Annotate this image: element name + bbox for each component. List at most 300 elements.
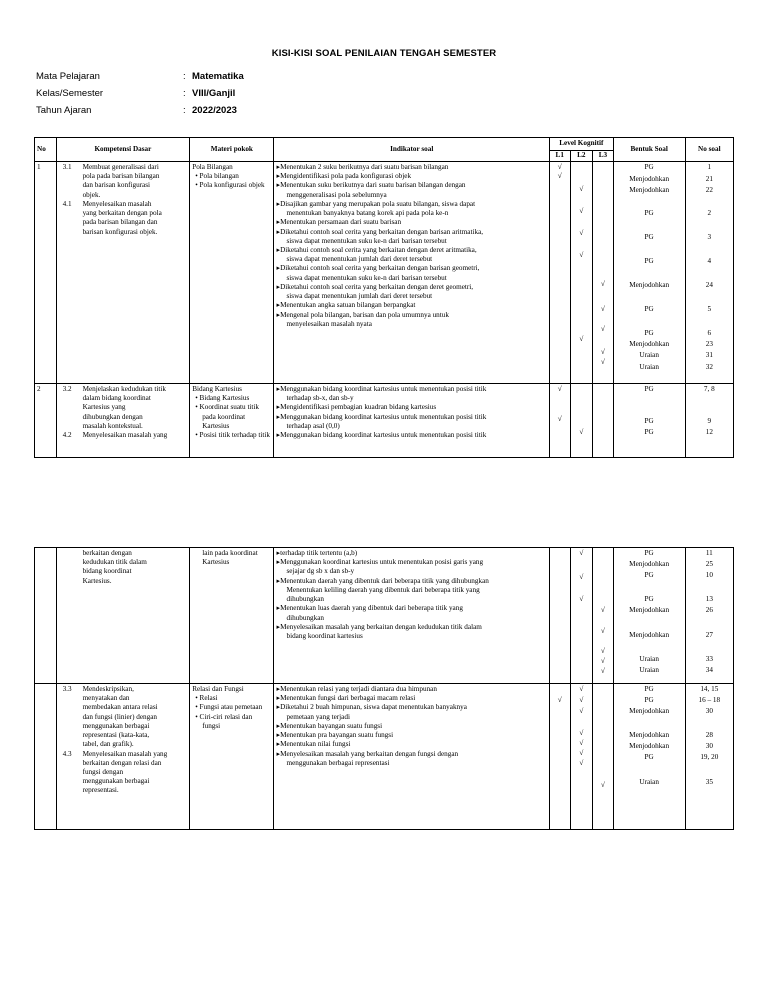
no-soal: 16 – 18	[698, 696, 721, 704]
kd-text: masalah kontekstual.	[82, 421, 143, 430]
header-materi-pokok: Materi pokok	[190, 138, 274, 162]
no-soal-cell	[685, 684, 733, 830]
kd-text: menyatakan dan	[82, 694, 130, 703]
bullet-icon: ▸	[276, 731, 281, 740]
kompetensi-dasar-cell	[56, 384, 190, 458]
indikator-text: sejajar dg sb x dan sb-y	[286, 567, 355, 576]
indikator-text: Mengenal pola bilangan, barisan dan pola umumnya untuk	[280, 310, 449, 319]
header-bentuk-soal: Bentuk Soal	[613, 138, 685, 162]
table-row	[35, 548, 734, 684]
kisi-kisi-table-page-1	[34, 137, 734, 458]
header-l3: L3	[593, 151, 614, 162]
bullet-icon: ▸	[276, 412, 281, 421]
materi-text: Relasi	[199, 694, 218, 703]
level-l2-cell	[570, 684, 593, 830]
meta-value: Matematika	[192, 71, 244, 82]
bullet-icon: ▸	[276, 264, 281, 273]
indikator-item	[276, 549, 546, 558]
bullet-icon: ▸	[276, 740, 281, 749]
check-icon: √	[600, 305, 605, 313]
indikator-text: Mengidentifikasi pola pada konfigurasi objek	[280, 172, 412, 181]
bentuk-soal: Uraian	[639, 351, 659, 359]
row-number	[35, 684, 57, 830]
kd-text: barisan konfigurasi objek.	[82, 227, 158, 236]
kompetensi-dasar-cell	[56, 684, 190, 830]
indikator-text: Menggunakan bidang koordinat kartesius untuk menentukan posisi titik	[280, 412, 487, 421]
kd-text: dihubungkan dengan	[82, 412, 143, 421]
indikator-text: Menentukan persamaan dari suatu barisan	[280, 218, 402, 227]
meta-colon: :	[183, 105, 186, 116]
meta-key: Mata Pelajaran	[36, 71, 100, 82]
bentuk-soal: Menjodohkan	[629, 631, 670, 639]
kd-text: Menyelesaikan masalah yang	[82, 431, 168, 440]
bullet-icon: •	[195, 172, 200, 181]
indikator-text: siswa dapat menentukan suku ke-n dari barisan tersebut	[286, 236, 447, 245]
bullet-icon: •	[195, 703, 200, 712]
no-soal: 22	[705, 186, 713, 194]
bentuk-soal: Uraian	[639, 655, 659, 663]
indikator-text: Diketahui contoh soal cerita yang berkaitan dengan barisan aritmatika,	[280, 227, 484, 236]
check-icon: √	[579, 335, 584, 343]
kd-text: tabel, dan grafik).	[82, 740, 134, 749]
materi-text: Pola konfigurasi objek	[199, 181, 265, 190]
bentuk-soal: PG	[644, 428, 654, 436]
indikator-text: dihubungkan	[286, 595, 325, 604]
materi-text: Bidang Kartesius	[199, 394, 250, 403]
indikator-text: Menentukan fungsi dari berbagai macam relasi	[280, 694, 416, 703]
no-soal: 30	[705, 707, 713, 715]
bullet-icon: •	[195, 694, 200, 703]
check-icon: √	[579, 749, 584, 757]
no-soal: 30	[705, 742, 713, 750]
indikator-item	[276, 750, 546, 759]
no-soal: 19, 20	[700, 753, 719, 761]
indikator-text: terhadap asal (0,0)	[286, 421, 340, 430]
bullet-icon: ▸	[276, 576, 281, 585]
check-icon: √	[579, 696, 584, 704]
bullet-icon: ▸	[276, 749, 281, 758]
bullet-icon: ▸	[276, 199, 281, 208]
no-soal: 11	[705, 549, 713, 557]
materi-text: pada koordinat	[202, 412, 246, 421]
kd-text: representasi.	[82, 786, 119, 795]
indikator-item	[276, 163, 546, 172]
row-number	[35, 548, 57, 684]
meta-value: 2022/2023	[192, 105, 237, 116]
materi-item	[192, 172, 271, 181]
indikator-text: Menggunakan bidang koordinat kartesius untuk menentukan posisi titik	[280, 431, 487, 440]
bullet-icon: ▸	[276, 172, 281, 181]
indikator-item	[276, 264, 546, 273]
indikator-text: terhadap titik tertentu (a,b)	[280, 549, 358, 557]
kd-text: Mendeskripsikan,	[82, 685, 134, 693]
indikator-text: Diketahui contoh soal cerita yang berkaitan dengan deret geometri,	[280, 282, 474, 291]
bentuk-soal: PG	[644, 385, 654, 393]
bentuk-soal-cell	[613, 162, 685, 384]
check-icon: √	[600, 348, 605, 356]
indikator-text: Menentukan angka satuan bilangan berpangkat	[280, 301, 416, 310]
bullet-icon: ▸	[276, 403, 281, 412]
indikator-text: Menentukan luas daerah yang dibentuk dari beberapa titik yang	[280, 604, 463, 613]
bullet-icon: ▸	[276, 163, 281, 171]
indikator-item	[276, 246, 546, 255]
check-icon: √	[579, 428, 584, 436]
no-soal: 4	[707, 257, 712, 265]
bentuk-soal: Uraian	[639, 666, 659, 674]
bentuk-soal: PG	[644, 753, 654, 761]
materi-text: Pola bilangan	[199, 172, 239, 181]
no-soal: 10	[705, 571, 713, 579]
bullet-icon: ▸	[276, 301, 281, 310]
level-l1-cell	[549, 384, 570, 458]
header-no: No	[35, 138, 57, 162]
level-l1-cell	[549, 162, 570, 384]
no-soal: 23	[705, 340, 713, 348]
materi-title: Relasi dan Fungsi	[192, 685, 244, 693]
kd-text: menggunakan berbagai	[82, 777, 150, 786]
materi-text: Kartesius	[202, 421, 230, 430]
bullet-icon: •	[195, 712, 200, 721]
no-soal: 5	[707, 305, 712, 313]
kd-text: representasi (kata-kata,	[82, 731, 150, 740]
indikator-item	[276, 740, 546, 749]
check-icon: √	[600, 667, 605, 675]
bullet-icon: ▸	[276, 181, 281, 190]
materi-text: Fungsi atau pemetaan	[199, 703, 263, 712]
materi-text: fungsi	[202, 721, 221, 730]
indikator-text: Menentukan relasi yang terjadi diantara dua himpunan	[280, 685, 437, 693]
materi-item	[192, 403, 271, 412]
materi-pokok-cell	[190, 548, 274, 684]
kd-text: Menyelesaikan masalah yang	[82, 749, 168, 758]
kd-text: fungsi dengan	[82, 767, 124, 776]
bullet-icon: ▸	[276, 694, 281, 703]
indikator-item	[276, 577, 546, 586]
bentuk-soal: PG	[644, 595, 654, 603]
bullet-icon: ▸	[276, 685, 281, 693]
bentuk-soal-cell	[613, 548, 685, 684]
header-l1: L1	[549, 151, 570, 162]
bentuk-soal: Menjodohkan	[629, 340, 670, 348]
indikator-text: Diketahui 2 buah himpunan, siswa dapat menentukan banyaknya	[280, 703, 467, 712]
bullet-icon: •	[195, 403, 200, 412]
kd-item	[59, 163, 188, 172]
bentuk-soal: PG	[644, 571, 654, 579]
no-soal: 31	[705, 351, 713, 359]
kd-text: Membuat generalisasi dari	[82, 163, 159, 171]
row-number: 1	[35, 162, 57, 384]
indikator-text: menggeneralisasi pola sebelumnya	[286, 190, 387, 199]
header-indikator-soal: Indikator soal	[274, 138, 549, 162]
indikator-text: Menentukan 2 suku berikutnya dari suatu barisan bilangan	[280, 163, 449, 171]
indikator-text: Menyelesaikan masalah yang berkaitan dengan fungsi dengan	[280, 749, 459, 758]
materi-title: Bidang Kartesius	[192, 385, 242, 393]
indikator-item	[276, 172, 546, 181]
check-icon: √	[557, 163, 562, 171]
no-soal: 9	[707, 417, 712, 425]
bullet-icon: ▸	[276, 558, 281, 567]
indikator-text: Menentukan bayangan suatu fungsi	[280, 721, 383, 730]
materi-pokok-cell	[190, 684, 274, 830]
indikator-text: pemetaan yang terjadi	[286, 712, 350, 721]
bentuk-soal: Menjodohkan	[629, 707, 670, 715]
indikator-text: Menentukan keliling daerah yang dibentuk dari beberapa titik yang	[286, 585, 480, 594]
table-row	[35, 162, 734, 384]
check-icon: √	[579, 759, 584, 767]
no-soal: 7, 8	[703, 385, 715, 393]
indikator-item	[276, 703, 546, 712]
kd-text: Kartesius yang	[82, 403, 126, 412]
meta-colon: :	[183, 88, 186, 99]
check-icon: √	[579, 185, 584, 193]
no-soal: 34	[705, 666, 713, 674]
materi-pokok-cell	[190, 384, 274, 458]
bentuk-soal: Menjodohkan	[629, 186, 670, 194]
kd-text: objek.	[82, 190, 101, 199]
level-l2-cell	[570, 384, 593, 458]
kd-item	[59, 431, 188, 440]
indikator-item	[276, 431, 546, 440]
kd-text: bidang koordinat	[82, 567, 132, 576]
check-icon: √	[557, 385, 562, 393]
bullet-icon: ▸	[276, 604, 281, 613]
no-soal: 32	[705, 363, 713, 371]
indikator-text: Menentukan pra bayangan suatu fungsi	[280, 731, 394, 740]
check-icon: √	[579, 549, 584, 557]
no-soal-cell	[685, 162, 733, 384]
level-l3-cell	[593, 684, 614, 830]
bullet-icon: •	[195, 394, 200, 403]
indikator-text: Menggunakan koordinat kartesius untuk menentukan posisi garis yang	[280, 558, 484, 567]
bentuk-soal: Menjodohkan	[629, 560, 670, 568]
bentuk-soal-cell	[613, 384, 685, 458]
check-icon: √	[579, 685, 584, 693]
materi-item	[192, 431, 271, 440]
check-icon: √	[600, 627, 605, 635]
bullet-icon: ▸	[276, 245, 281, 254]
indikator-item	[276, 623, 546, 632]
no-soal: 25	[705, 560, 713, 568]
bentuk-soal: Menjodohkan	[629, 175, 670, 183]
check-icon: √	[579, 595, 584, 603]
no-soal: 21	[705, 175, 713, 183]
indikator-text: Menggunakan bidang koordinat kartesius untuk menentukan posisi titik	[280, 385, 487, 393]
indikator-text: Diketahui contoh soal cerita yang berkaitan dengan deret aritmatika,	[280, 245, 477, 254]
indikator-text: menentukan banyaknya batang korek api pada pola ke-n	[286, 209, 449, 218]
meta-key: Kelas/Semester	[36, 88, 104, 99]
bentuk-soal: PG	[644, 329, 654, 337]
indikator-item	[276, 685, 546, 694]
check-icon: √	[600, 781, 605, 789]
bentuk-soal-cell	[613, 684, 685, 830]
bentuk-soal: PG	[644, 549, 654, 557]
kd-text: dan fungsi (linier) dengan	[82, 712, 158, 721]
check-icon: √	[557, 696, 562, 704]
row-number: 2	[35, 384, 57, 458]
indikator-text: Mengidentifikasi pembagian kuadran bidang kartesius	[280, 403, 437, 412]
bullet-icon: ▸	[276, 282, 281, 291]
bullet-icon: ▸	[276, 549, 281, 557]
level-l3-cell	[593, 548, 614, 684]
kd-text: dan barisan konfigurasi	[82, 181, 151, 190]
check-icon: √	[579, 573, 584, 581]
bullet-icon: ▸	[276, 227, 281, 236]
no-soal-cell	[685, 384, 733, 458]
indikator-item	[276, 181, 546, 190]
bentuk-soal: PG	[644, 305, 654, 313]
no-soal: 12	[705, 428, 713, 436]
header-no-soal: No soal	[685, 138, 733, 162]
bentuk-soal: PG	[644, 257, 654, 265]
materi-item	[192, 394, 271, 403]
check-icon: √	[600, 358, 605, 366]
level-l3-cell	[593, 384, 614, 458]
indikator-soal-cell	[274, 162, 549, 384]
kd-number: 4.2	[62, 431, 72, 440]
kd-text: dalam bidang koordinat	[82, 394, 151, 403]
bullet-icon: ▸	[276, 218, 281, 227]
kd-text: berkaitan dengan relasi dan	[82, 758, 162, 767]
indikator-item	[276, 385, 546, 394]
indikator-item	[276, 413, 546, 422]
kd-text: Kartesius.	[82, 576, 112, 585]
check-icon: √	[579, 207, 584, 215]
no-soal: 24	[705, 281, 713, 289]
bentuk-soal: PG	[644, 233, 654, 241]
indikator-item	[276, 311, 546, 320]
bentuk-soal: PG	[644, 209, 654, 217]
indikator-item	[276, 200, 546, 209]
indikator-item	[276, 301, 546, 310]
check-icon: √	[579, 739, 584, 747]
indikator-item	[276, 694, 546, 703]
materi-item	[192, 181, 271, 190]
no-soal-cell	[685, 548, 733, 684]
indikator-item	[276, 228, 546, 237]
indikator-text: terhadap sb-x, dan sb-y	[286, 394, 354, 403]
materi-item	[192, 703, 271, 712]
indikator-soal-cell	[274, 548, 549, 684]
materi-text: Kartesius	[202, 558, 230, 567]
indikator-item	[276, 604, 546, 613]
bullet-icon: ▸	[276, 431, 281, 440]
indikator-soal-cell	[274, 684, 549, 830]
bentuk-soal: Uraian	[639, 778, 659, 786]
kd-number: 3.1	[62, 163, 72, 171]
materi-item	[192, 694, 271, 703]
bentuk-soal: Menjodohkan	[629, 606, 670, 614]
indikator-text: Menentukan daerah yang dibentuk dari beberapa titik yang dihubungkan	[280, 576, 489, 585]
kd-text: Menjelaskan kedudukan titik	[82, 385, 167, 393]
meta-value: VIII/Ganjil	[192, 88, 236, 99]
level-l3-cell	[593, 162, 614, 384]
check-icon: √	[600, 647, 605, 655]
indikator-text: bidang koordinat kartesius	[286, 631, 363, 640]
bentuk-soal: PG	[644, 685, 654, 693]
indikator-item	[276, 722, 546, 731]
indikator-text: siswa dapat menentukan jumlah dari deret tersebut	[286, 292, 433, 301]
materi-title: Pola Bilangan	[192, 163, 233, 171]
kd-text: Menyelesaikan masalah	[82, 199, 152, 208]
check-icon: √	[579, 707, 584, 715]
indikator-text: siswa dapat menentukan suku ke-n dari barisan tersebut	[286, 273, 447, 282]
indikator-text: Diketahui contoh soal cerita yang berkaitan dengan barisan geometri,	[280, 264, 480, 273]
kd-text: menggunakan berbagai	[82, 721, 150, 730]
check-icon: √	[579, 251, 584, 259]
meta-colon: :	[183, 71, 186, 82]
level-l2-cell	[570, 162, 593, 384]
no-soal: 1	[707, 163, 712, 171]
kd-number: 3.3	[62, 685, 72, 693]
check-icon: √	[579, 729, 584, 737]
kompetensi-dasar-cell	[56, 548, 190, 684]
kd-number: 3.2	[62, 385, 72, 393]
kd-text: membedakan antara relasi	[82, 703, 158, 712]
kd-number: 4.1	[62, 199, 72, 208]
bentuk-soal: PG	[644, 163, 654, 171]
kisi-kisi-table-page-2	[34, 547, 734, 830]
no-soal: 35	[705, 778, 713, 786]
bullet-icon: ▸	[276, 703, 281, 712]
kd-item	[59, 685, 188, 694]
bullet-icon: ▸	[276, 310, 281, 319]
materi-pokok-cell	[190, 162, 274, 384]
header-level-kognitif: Level Kognitif	[549, 138, 613, 151]
bentuk-soal: Menjodohkan	[629, 281, 670, 289]
header-l2: L2	[570, 151, 593, 162]
kd-text: pada barisan bilangan dan	[82, 218, 158, 227]
materi-text: Ciri-ciri relasi dan	[199, 712, 253, 721]
level-l2-cell	[570, 548, 593, 684]
no-soal: 26	[705, 606, 713, 614]
indikator-text: Menentukan nilai fungsi	[280, 740, 351, 749]
level-l1-cell	[549, 684, 570, 830]
indikator-soal-cell	[274, 384, 549, 458]
kompetensi-dasar-cell	[56, 162, 190, 384]
materi-text: Posisi titik terhadap titik	[199, 431, 271, 440]
check-icon: √	[600, 606, 605, 614]
bullet-icon: •	[195, 431, 200, 440]
kd-text: yang berkaitan dengan pola	[82, 209, 162, 218]
bentuk-soal: Uraian	[639, 363, 659, 371]
no-soal: 28	[705, 731, 713, 739]
meta-key: Tahun Ajaran	[36, 105, 92, 116]
check-icon: √	[557, 415, 562, 423]
bullet-icon: ▸	[276, 385, 281, 393]
indikator-text: menyelesaikan masalah nyata	[286, 319, 372, 328]
bentuk-soal: Menjodohkan	[629, 731, 670, 739]
check-icon: √	[557, 172, 562, 180]
bullet-icon: ▸	[276, 721, 281, 730]
table-row	[35, 384, 734, 458]
no-soal: 33	[705, 655, 713, 663]
check-icon: √	[600, 280, 605, 288]
kd-text: kedudukan titik dalam	[82, 558, 147, 567]
indikator-item	[276, 731, 546, 740]
check-icon: √	[579, 229, 584, 237]
indikator-text: dihubungkan	[286, 613, 325, 622]
check-icon: √	[600, 657, 605, 665]
kd-text: pola pada barisan bilangan	[82, 172, 160, 181]
indikator-item	[276, 283, 546, 292]
no-soal: 6	[707, 329, 712, 337]
kd-item	[59, 385, 188, 394]
bullet-icon: •	[195, 181, 200, 190]
kd-number: 4.3	[62, 749, 72, 758]
header-kompetensi-dasar: Kompetensi Dasar	[56, 138, 190, 162]
indikator-text: siswa dapat menentukan jumlah dari deret tersebut	[286, 255, 433, 264]
bentuk-soal: Menjodohkan	[629, 742, 670, 750]
